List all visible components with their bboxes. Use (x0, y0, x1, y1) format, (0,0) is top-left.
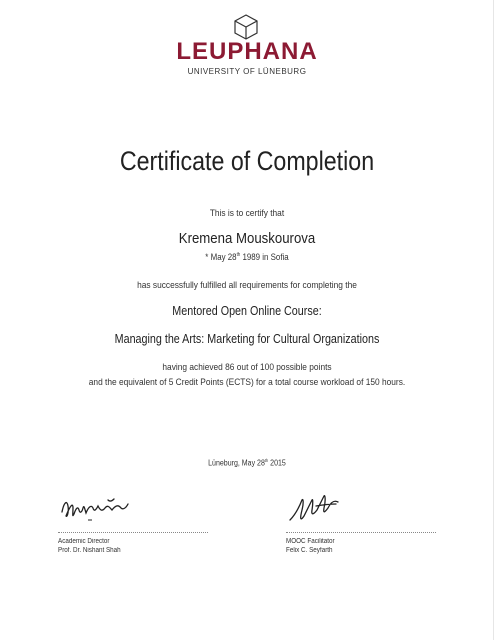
signature-right (286, 490, 396, 530)
place-date (30, 458, 465, 468)
course-type: Mentored Open Online Course: (172, 304, 322, 318)
signature-name-left: Prof. Dr. Nishant Shah (58, 547, 121, 554)
credits-text: and the equivalent of 5 Credit Points (ECTS) for a total course workload of 150 hours. (88, 377, 406, 388)
signature-role-left: Academic Director (58, 538, 110, 545)
university-brand: LEUPHANA (176, 38, 318, 65)
place-date-prefix: Lüneburg, May 28 (208, 458, 265, 468)
signature-name-right: Felix C. Seyfarth (286, 547, 333, 554)
fulfilled-text: has successfully fulfilled all requirements for completing the (137, 280, 357, 291)
points-text: having achieved 86 out of 100 possible points (162, 362, 332, 373)
signature-block-right (286, 490, 461, 555)
hexagon-cube-icon (234, 14, 258, 40)
birth-ordinal: th (236, 252, 241, 258)
birth-prefix: * May 28 (205, 252, 237, 262)
signature-line-left (58, 532, 208, 533)
signature-line-right (286, 532, 436, 533)
recipient-name: Kremena Mouskourova (178, 230, 316, 247)
birth-info (30, 252, 465, 262)
certify-text: This is to certify that (209, 208, 285, 219)
university-subtitle: UNIVERSITY OF LÜNEBURG (187, 67, 307, 76)
signature-block-left (58, 490, 233, 555)
place-date-ordinal: th (264, 458, 269, 463)
signature-left (58, 490, 168, 530)
signature-role-right: MOOC Facilitator (286, 538, 335, 545)
birth-suffix: 1989 in Sofia (240, 252, 289, 262)
course-name: Managing the Arts: Marketing for Cultural Organizations (114, 332, 380, 346)
place-date-suffix: 2015 (268, 458, 286, 468)
certificate-title: Certificate of Completion (119, 146, 375, 176)
